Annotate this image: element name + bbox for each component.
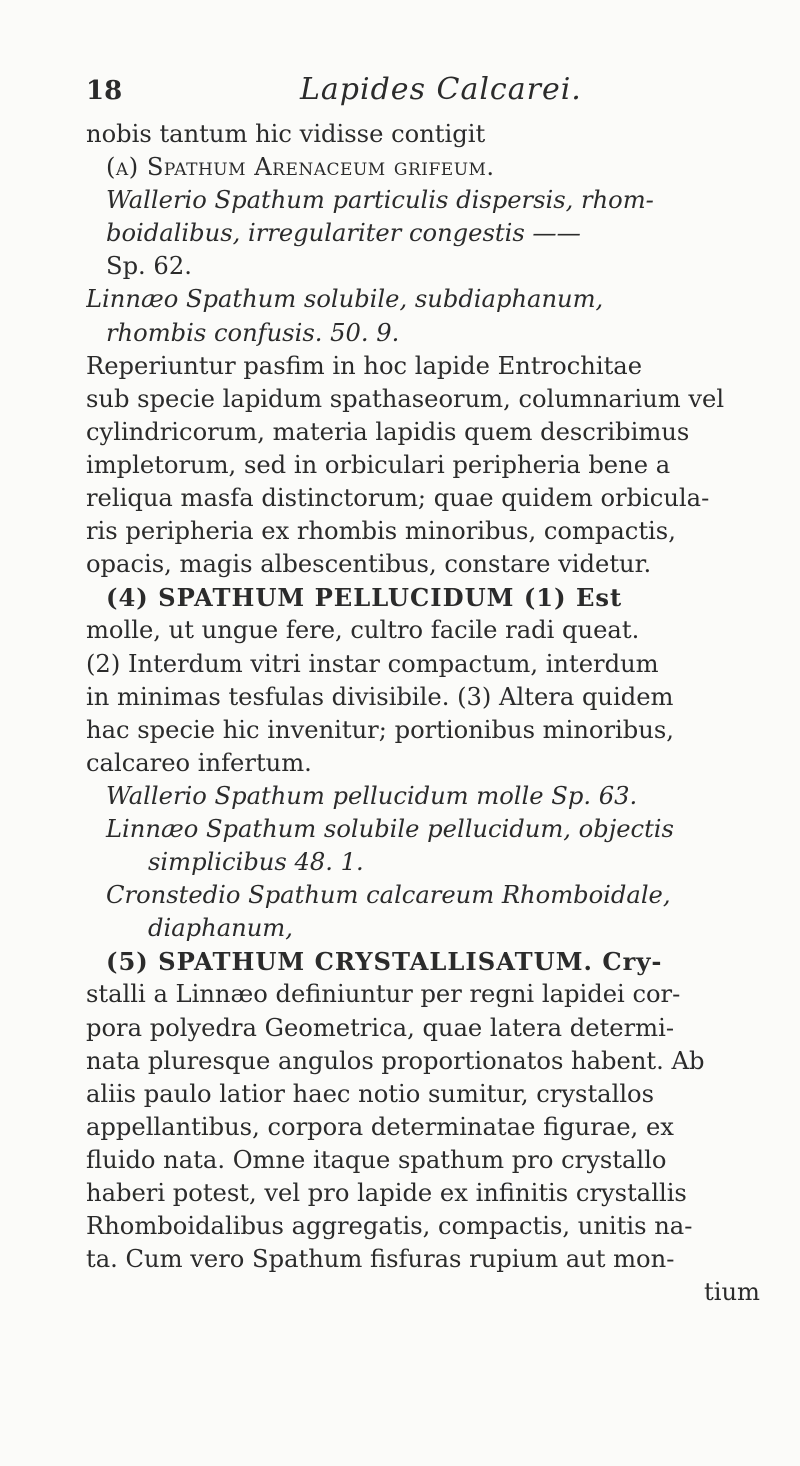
text-line: Linnæo Spathum solubile pellucidum, objectis — [106, 814, 674, 843]
text-line: Wallerio Spathum particulis dispersis, rhom- — [106, 186, 654, 215]
text-line: Linnæo Spathum solubile, subdiaphanum, — [86, 285, 604, 314]
text-line: impletorum, sed in orbiculari peripheria bene a — [86, 450, 671, 479]
text-line: ris peripheria ex rhombis minoribus, compactis, — [86, 517, 676, 546]
page-number: 18 — [86, 76, 123, 106]
text-line: ta. Cum vero Spathum fisfuras rupium aut mon- — [86, 1245, 675, 1274]
running-head: Lapides Calcarei. — [300, 72, 582, 107]
text-line: sub specie lapidum spathaseorum, columnarium vel — [86, 384, 725, 413]
body-text — [86, 118, 766, 1309]
text-line: nobis tantum hic vidisse contigit — [86, 120, 486, 148]
text-line: rhombis confusis. 50. 9. — [106, 318, 400, 347]
text-line: diaphanum, — [148, 914, 293, 943]
text-line: tium — [704, 1278, 760, 1307]
text-line: hac specie hic invenitur; portionibus minoribus, — [86, 715, 674, 744]
text-line: Rhomboidalibus aggregatis, compactis, unitis na- — [86, 1212, 693, 1241]
text-line: in minimas tesfulas divisibile. (3) Altera quidem — [86, 682, 674, 711]
text-line: calcareo infertum. — [86, 748, 312, 777]
text-line: molle, ut ungue fere, cultro facile radi queat. — [86, 616, 640, 645]
text-line: Sp. 62. — [106, 252, 192, 281]
text-line: (a) Spathum Arenaceum grifeum. — [106, 153, 495, 182]
text-line: simplicibus 48. 1. — [148, 848, 364, 877]
text-line: boidalibus, irregulariter congestis —— — [106, 219, 581, 248]
text-line: haberi potest, vel pro lapide ex infinitis crystallis — [86, 1179, 687, 1207]
page-header — [0, 70, 800, 110]
text-line: Cronstedio Spathum calcareum Rhomboidale, — [106, 881, 671, 910]
text-line: fluido nata. Omne itaque spathum pro crystallo — [86, 1145, 667, 1174]
text-line: Wallerio Spathum pellucidum molle Sp. 63. — [106, 781, 638, 810]
text-line: aliis paulo latior haec notio sumitur, crystallos — [86, 1079, 655, 1108]
text-line: appellantibus, corpora determinatae figurae, ex — [86, 1112, 674, 1141]
text-line: (4) SPATHUM PELLUCIDUM (1) Est — [106, 583, 623, 613]
text-line: reliqua masfa distinctorum; quae quidem orbicula- — [86, 484, 710, 513]
text-line: nata pluresque angulos proportionatos habent. Ab — [86, 1046, 705, 1075]
text-line: (2) Interdum vitri instar compactum, interdum — [86, 649, 659, 678]
text-line: pora polyedra Geometrica, quae latera determi- — [86, 1013, 675, 1042]
text-line: cylindricorum, materia lapidis quem describimus — [86, 417, 690, 446]
text-line: (5) SPATHUM CRYSTALLISATUM. Cry- — [106, 947, 663, 977]
text-line: Reperiuntur pasfim in hoc lapide Entrochitae — [86, 351, 643, 380]
text-line: stalli a Linnæo definiuntur per regni lapidei cor- — [86, 980, 681, 1009]
text-line: opacis, magis albescentibus, constare videtur. — [86, 550, 652, 579]
